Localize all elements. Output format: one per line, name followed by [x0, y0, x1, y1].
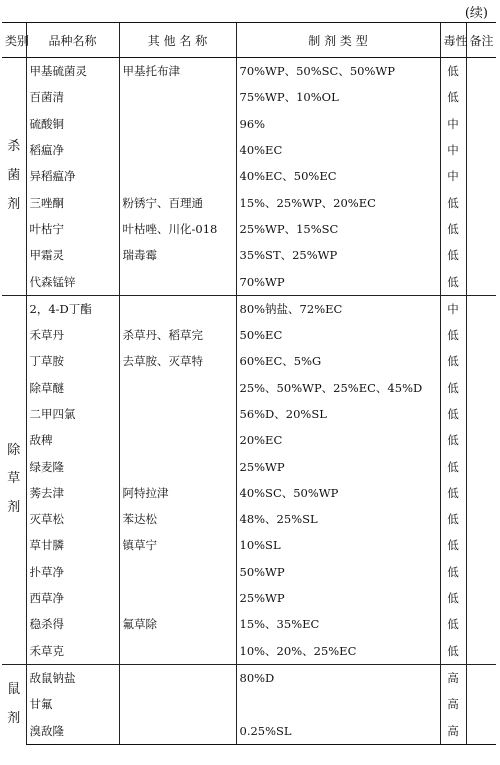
- table-row: [2, 532, 496, 558]
- other-names-cell: [119, 691, 236, 717]
- table-row: [2, 664, 496, 691]
- other-names-cell: 阿特拉津: [119, 480, 236, 506]
- other-names-cell: 去草胺、灭草特: [119, 348, 236, 374]
- remarks-cell: [466, 401, 496, 427]
- formulation-cell: 70%WP、50%SC、50%WP: [236, 58, 440, 85]
- toxicity-cell: 低: [440, 58, 466, 85]
- toxicity-cell: 低: [440, 480, 466, 506]
- toxicity-cell: 高: [440, 717, 466, 744]
- toxicity-cell: 低: [440, 559, 466, 585]
- name-cell: 西草净: [26, 585, 119, 611]
- formulation-cell: 20%EC: [236, 427, 440, 453]
- name-cell: 2，4-D丁酯: [26, 295, 119, 322]
- toxicity-cell: 高: [440, 664, 466, 691]
- remarks-cell: [466, 242, 496, 268]
- table-row: [2, 163, 496, 189]
- table-row: [2, 322, 496, 348]
- remarks-cell: [466, 84, 496, 110]
- remarks-cell: [466, 268, 496, 295]
- formulation-cell: 70%WP: [236, 268, 440, 295]
- toxicity-cell: 中: [440, 111, 466, 137]
- other-names-cell: [119, 163, 236, 189]
- formulation-cell: 15%、35%EC: [236, 611, 440, 637]
- remarks-cell: [466, 638, 496, 665]
- name-cell: 丁草胺: [26, 348, 119, 374]
- remarks-cell: [466, 427, 496, 453]
- formulation-cell: 80%D: [236, 664, 440, 691]
- table-row: [2, 717, 496, 744]
- category-char: 草: [7, 471, 21, 487]
- table-row: [2, 348, 496, 374]
- continued-label: (续): [464, 6, 488, 21]
- remarks-cell: [466, 480, 496, 506]
- toxicity-cell: 低: [440, 401, 466, 427]
- remarks-cell: [466, 163, 496, 189]
- name-cell: 稻瘟净: [26, 137, 119, 163]
- name-cell: 除草醚: [26, 375, 119, 401]
- category-cell: [2, 664, 26, 744]
- other-names-cell: [119, 585, 236, 611]
- remarks-cell: [466, 58, 496, 85]
- remarks-cell: [466, 111, 496, 137]
- table-row: [2, 638, 496, 665]
- toxicity-cell: 中: [440, 295, 466, 322]
- category-cell: [2, 58, 26, 296]
- other-names-cell: 叶枯唑、川化-018: [119, 216, 236, 242]
- name-cell: 二甲四氯: [26, 401, 119, 427]
- remarks-cell: [466, 322, 496, 348]
- name-cell: 莠去津: [26, 480, 119, 506]
- toxicity-cell: 低: [440, 216, 466, 242]
- table-row: [2, 216, 496, 242]
- other-names-cell: 粉锈宁、百理通: [119, 189, 236, 215]
- header-category: 类别: [2, 23, 26, 58]
- table-row: [2, 242, 496, 268]
- toxicity-cell: 低: [440, 84, 466, 110]
- remarks-cell: [466, 453, 496, 479]
- toxicity-cell: 低: [440, 427, 466, 453]
- remarks-cell: [466, 506, 496, 532]
- other-names-cell: [119, 427, 236, 453]
- table-row: [2, 691, 496, 717]
- toxicity-cell: 低: [440, 375, 466, 401]
- remarks-cell: [466, 216, 496, 242]
- header-toxicity: 毒性: [440, 23, 466, 58]
- remarks-cell: [466, 295, 496, 322]
- other-names-cell: [119, 137, 236, 163]
- toxicity-cell: 低: [440, 242, 466, 268]
- formulation-cell: 25%WP: [236, 585, 440, 611]
- table-row: [2, 559, 496, 585]
- formulation-cell: 15%、25%WP、20%EC: [236, 189, 440, 215]
- other-names-cell: [119, 559, 236, 585]
- other-names-cell: [119, 638, 236, 665]
- formulation-cell: 96%: [236, 111, 440, 137]
- header-remarks: 备注: [466, 23, 496, 58]
- table-row: [2, 585, 496, 611]
- formulation-cell: [236, 691, 440, 717]
- category-char: 菌: [7, 168, 21, 184]
- name-cell: 硫酸铜: [26, 111, 119, 137]
- name-cell: 禾草克: [26, 638, 119, 665]
- name-cell: 绿麦隆: [26, 453, 119, 479]
- remarks-cell: [466, 585, 496, 611]
- other-names-cell: 瑞毒霉: [119, 242, 236, 268]
- table-row: [2, 111, 496, 137]
- table-row: [2, 427, 496, 453]
- other-names-cell: [119, 453, 236, 479]
- formulation-cell: 10%SL: [236, 532, 440, 558]
- other-names-cell: 苯达松: [119, 506, 236, 532]
- header-row: [2, 23, 496, 58]
- category-char: 鼠: [7, 681, 21, 697]
- toxicity-cell: 低: [440, 611, 466, 637]
- other-names-cell: 氟草除: [119, 611, 236, 637]
- toxicity-cell: 低: [440, 189, 466, 215]
- formulation-cell: 60%EC、5%G: [236, 348, 440, 374]
- formulation-cell: 50%WP: [236, 559, 440, 585]
- name-cell: 敌鼠钠盐: [26, 664, 119, 691]
- formulation-cell: 40%EC: [236, 137, 440, 163]
- other-names-cell: [119, 268, 236, 295]
- table-row: [2, 295, 496, 322]
- pesticide-table: [2, 22, 496, 745]
- formulation-cell: 0.25%SL: [236, 717, 440, 744]
- table-row: [2, 611, 496, 637]
- name-cell: 三唑酮: [26, 189, 119, 215]
- table-row: [2, 58, 496, 85]
- formulation-cell: 10%、20%、25%EC: [236, 638, 440, 665]
- toxicity-cell: 低: [440, 638, 466, 665]
- toxicity-cell: 低: [440, 453, 466, 479]
- other-names-cell: 甲基托布津: [119, 58, 236, 85]
- remarks-cell: [466, 137, 496, 163]
- table-row: [2, 189, 496, 215]
- toxicity-cell: 低: [440, 348, 466, 374]
- remarks-cell: [466, 559, 496, 585]
- other-names-cell: [119, 717, 236, 744]
- name-cell: 敌稗: [26, 427, 119, 453]
- formulation-cell: 40%EC、50%EC: [236, 163, 440, 189]
- other-names-cell: 镇草宁: [119, 532, 236, 558]
- table-row: [2, 375, 496, 401]
- toxicity-cell: 低: [440, 585, 466, 611]
- category-char: 剂: [7, 710, 21, 726]
- formulation-cell: 25%、50%WP、25%EC、45%D: [236, 375, 440, 401]
- header-name: 品种名称: [26, 23, 119, 58]
- name-cell: 甘氟: [26, 691, 119, 717]
- formulation-cell: 80%钠盐、72%EC: [236, 295, 440, 322]
- name-cell: 异稻瘟净: [26, 163, 119, 189]
- formulation-cell: 50%EC: [236, 322, 440, 348]
- table-row: [2, 268, 496, 295]
- other-names-cell: [119, 111, 236, 137]
- name-cell: 甲基硫菌灵: [26, 58, 119, 85]
- name-cell: 灭草松: [26, 506, 119, 532]
- other-names-cell: [119, 664, 236, 691]
- formulation-cell: 25%WP、15%SC: [236, 216, 440, 242]
- table-row: [2, 480, 496, 506]
- header-formulation: 制 剂 类 型: [236, 23, 440, 58]
- formulation-cell: 40%SC、50%WP: [236, 480, 440, 506]
- toxicity-cell: 低: [440, 506, 466, 532]
- category-cell: [2, 295, 26, 664]
- name-cell: 稳杀得: [26, 611, 119, 637]
- other-names-cell: [119, 401, 236, 427]
- table-row: [2, 453, 496, 479]
- formulation-cell: 75%WP、10%OL: [236, 84, 440, 110]
- remarks-cell: [466, 532, 496, 558]
- remarks-cell: [466, 189, 496, 215]
- remarks-cell: [466, 691, 496, 717]
- name-cell: 百菌清: [26, 84, 119, 110]
- remarks-cell: [466, 717, 496, 744]
- name-cell: 草甘膦: [26, 532, 119, 558]
- table-row: [2, 137, 496, 163]
- name-cell: 扑草净: [26, 559, 119, 585]
- remarks-cell: [466, 348, 496, 374]
- name-cell: 代森锰锌: [26, 268, 119, 295]
- formulation-cell: 56%D、20%SL: [236, 401, 440, 427]
- table-row: [2, 84, 496, 110]
- category-char: 除: [7, 442, 21, 458]
- remarks-cell: [466, 375, 496, 401]
- header-other-names: 其 他 名 称: [119, 23, 236, 58]
- remarks-cell: [466, 611, 496, 637]
- name-cell: 叶枯宁: [26, 216, 119, 242]
- name-cell: 溴敌隆: [26, 717, 119, 744]
- other-names-cell: [119, 295, 236, 322]
- toxicity-cell: 低: [440, 322, 466, 348]
- toxicity-cell: 低: [440, 532, 466, 558]
- table-row: [2, 401, 496, 427]
- other-names-cell: [119, 375, 236, 401]
- formulation-cell: 35%ST、25%WP: [236, 242, 440, 268]
- name-cell: 禾草丹: [26, 322, 119, 348]
- other-names-cell: [119, 84, 236, 110]
- toxicity-cell: 高: [440, 691, 466, 717]
- formulation-cell: 48%、25%SL: [236, 506, 440, 532]
- table-row: [2, 506, 496, 532]
- toxicity-cell: 低: [440, 268, 466, 295]
- toxicity-cell: 中: [440, 137, 466, 163]
- name-cell: 甲霜灵: [26, 242, 119, 268]
- category-char: 剂: [7, 196, 21, 212]
- remarks-cell: [466, 664, 496, 691]
- other-names-cell: 杀草丹、稻草完: [119, 322, 236, 348]
- category-char: 剂: [7, 500, 21, 516]
- toxicity-cell: 中: [440, 163, 466, 189]
- formulation-cell: 25%WP: [236, 453, 440, 479]
- category-char: 杀: [7, 139, 21, 155]
